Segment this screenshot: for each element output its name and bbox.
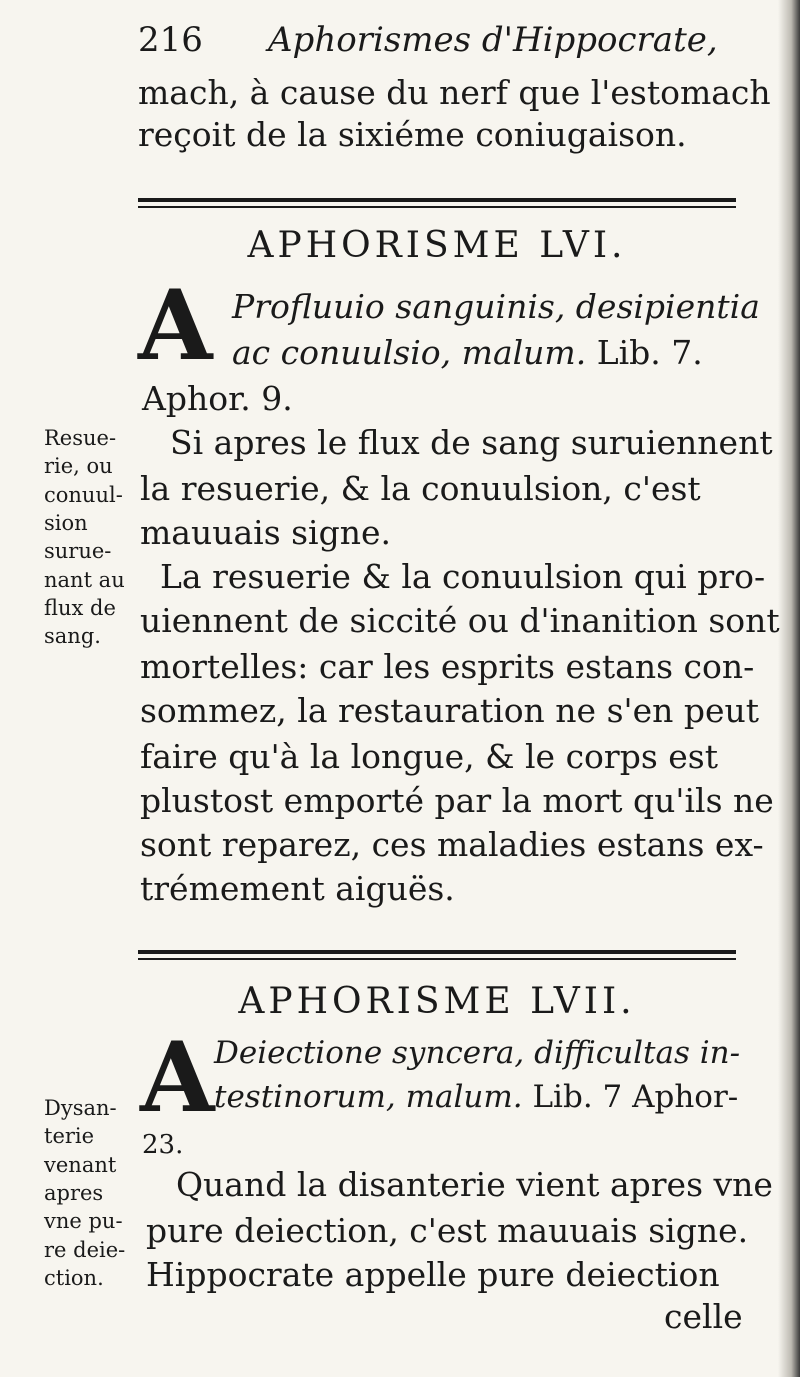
aphorism-56-text-line: uiennent de siccité ou d'inanition sont xyxy=(140,601,780,640)
margin-note-line: sang. xyxy=(44,624,101,649)
intro-line: mach, à cause du nerf que l'estomach xyxy=(138,73,771,112)
aphorism-57-margin-note xyxy=(44,1094,136,1292)
aphorism-56-latin-line-1: Profluuio sanguinis, desipientia xyxy=(232,287,760,326)
aphorism-56-latin-text: ac conuulsio, malum. xyxy=(232,333,587,372)
page-number: 216 xyxy=(138,20,203,60)
aphorism-56-reference-line: Aphor. 9. xyxy=(142,379,293,418)
margin-note-line: apres xyxy=(44,1181,104,1206)
aphorism-57-text-line: Quand la disanterie vient apres vne xyxy=(176,1165,773,1204)
aphorism-56-text-line: la resuerie, & la conuulsion, c'est xyxy=(140,469,701,508)
aphorism-57-drop-cap: A xyxy=(140,1021,215,1134)
aphorism-56-text-line: sont reparez, ces maladies estans ex- xyxy=(140,825,764,864)
section-divider xyxy=(138,950,736,960)
intro-line: reçoit de la sixiéme coniugaison. xyxy=(138,115,687,154)
aphorism-56-margin-note xyxy=(44,424,136,651)
margin-note-line: re deie- xyxy=(44,1237,126,1262)
margin-note-line: sion xyxy=(44,511,88,536)
margin-note-line: rie, ou xyxy=(44,454,113,479)
aphorism-56-drop-cap: A xyxy=(138,269,213,382)
margin-note-line: surue- xyxy=(44,539,112,564)
aphorism-56-text-line: Si apres le flux de sang suruiennent xyxy=(170,423,773,462)
aphorism-56-reference: Lib. 7. xyxy=(596,333,703,372)
margin-note-line: Dysan- xyxy=(44,1096,117,1120)
aphorism-56-text-line: plustost emporté par la mort qu'ils ne xyxy=(140,781,774,820)
aphorism-56-text-line: mortelles: car les esprits estans con- xyxy=(140,647,755,686)
aphorism-57-reference: Lib. 7 Aphor- xyxy=(532,1079,739,1115)
aphorism-57-text-line: pure deiection, c'est mauuais signe. xyxy=(146,1211,749,1250)
aphorism-57-latin-line-2 xyxy=(214,1079,739,1115)
margin-note-line: Resue- xyxy=(44,426,117,450)
margin-note-line: flux de xyxy=(44,596,116,621)
margin-note-line: ction. xyxy=(44,1266,104,1291)
aphorism-56-latin-line-2 xyxy=(232,333,703,372)
aphorism-57-text-line: Hippocrate appelle pure deiection xyxy=(146,1255,720,1294)
aphorism-56-title: APHORISME LVI. xyxy=(247,225,627,266)
catchword: celle xyxy=(664,1297,743,1336)
aphorism-56-text-line: La resuerie & la conuulsion qui pro- xyxy=(160,557,766,596)
margin-note-line: vne pu- xyxy=(44,1209,123,1234)
margin-note-line: terie xyxy=(44,1124,95,1149)
aphorism-56-text-line: trémement aiguës. xyxy=(140,869,455,908)
margin-note-line: venant xyxy=(44,1152,117,1177)
aphorism-57-reference-line: 23. xyxy=(142,1130,184,1160)
aphorism-56-text-line: mauuais signe. xyxy=(140,513,392,552)
book-spine-shadow xyxy=(778,0,800,1377)
margin-note-line: conuul- xyxy=(44,482,123,507)
aphorism-56-text-line: sommez, la restauration ne s'en peut xyxy=(140,691,760,730)
margin-note-line: nant au xyxy=(44,567,125,592)
page-header xyxy=(138,16,738,66)
aphorism-56-text-line: faire qu'à la longue, & le corps est xyxy=(140,737,718,776)
aphorism-57-title: APHORISME LVII. xyxy=(238,981,636,1022)
running-title: Aphorismes d'Hippocrate, xyxy=(268,20,718,60)
section-divider xyxy=(138,198,736,208)
aphorism-57-latin-line-1: Deiectione syncera, difficultas in- xyxy=(214,1035,741,1071)
aphorism-57-latin-text: testinorum, malum. xyxy=(214,1079,523,1115)
